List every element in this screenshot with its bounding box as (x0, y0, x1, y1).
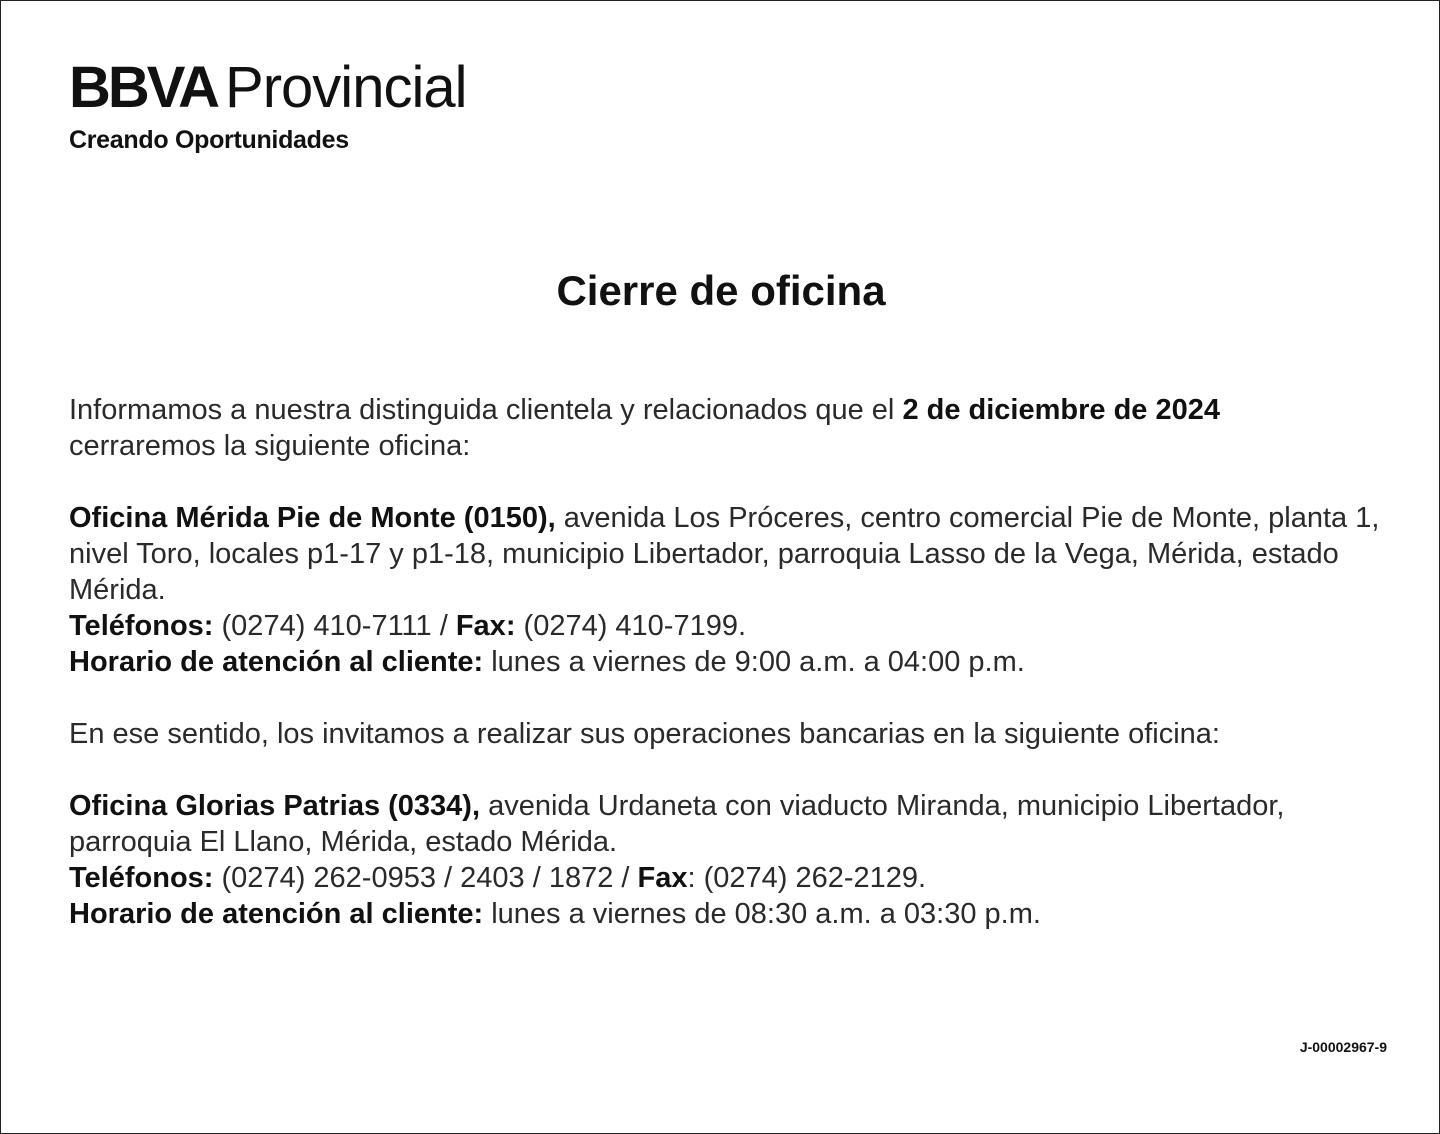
alternative-office-name: Oficina Glorias Patrias (0334), (69, 790, 481, 822)
intro-paragraph (69, 392, 1414, 464)
brand-tagline: Creando Oportunidades (69, 126, 349, 154)
closing-office-hours: lunes a viernes de 9:00 a.m. a 04:00 p.m. (483, 646, 1025, 678)
alternative-office-fax: : (0274) 262-2129. (687, 862, 927, 894)
brand-name-bold: BBVA (69, 55, 218, 120)
alternative-office-phones: (0274) 262-0953 / 2403 / 1872 / (213, 862, 638, 894)
alternative-office-hours: lunes a viernes de 08:30 a.m. a 03:30 p.m. (483, 898, 1041, 930)
alternative-office-address: avenida Urdaneta con viaducto Miranda, municipio Libertador, parroquia El Llano, Mérida, estado Mérida. (69, 790, 1285, 858)
rif-number: J-00002967-9 (1299, 1039, 1387, 1055)
notice-title: Cierre de oficina (556, 267, 886, 314)
brand-name (69, 55, 467, 120)
closing-office-hours-label: Horario de atención al cliente: (69, 646, 484, 678)
closing-date: 2 de diciembre de 2024 (902, 394, 1220, 426)
closing-office-phones: (0274) 410-7111 / (213, 610, 456, 642)
closing-office-fax-label: Fax: (455, 610, 516, 642)
alternative-office-phones-label: Teléfonos: (69, 862, 214, 894)
closing-office-fax: (0274) 410-7199. (515, 610, 747, 642)
closing-office-address: avenida Los Próceres, centro comercial Pie de Monte, planta 1, nivel Toro, locales p1-17 y p1-18, municipio Libertador, parroquia Lasso de la Vega, Mérida, estado Mérida. (69, 502, 1380, 606)
closing-office-phones-label: Teléfonos: (69, 610, 214, 642)
closing-office-name: Oficina Mérida Pie de Monte (0150), (69, 502, 556, 534)
brand-logo (69, 55, 467, 155)
alternative-office-hours-label: Horario de atención al cliente: (69, 898, 484, 930)
alternative-office-block (69, 788, 1414, 932)
brand-name-light: Provincial (225, 55, 467, 120)
alternative-office-fax-label: Fax (637, 862, 688, 894)
intro-tail: cerraremos la siguiente oficina: (69, 430, 471, 462)
intro-text: Informamos a nuestra distinguida clientela y relacionados que el (69, 394, 903, 426)
closing-office-block (69, 500, 1414, 680)
invitation-text: En ese sentido, los invitamos a realizar sus operaciones bancarias en la siguiente oficina: (69, 718, 1220, 750)
notice-body (69, 392, 1414, 932)
